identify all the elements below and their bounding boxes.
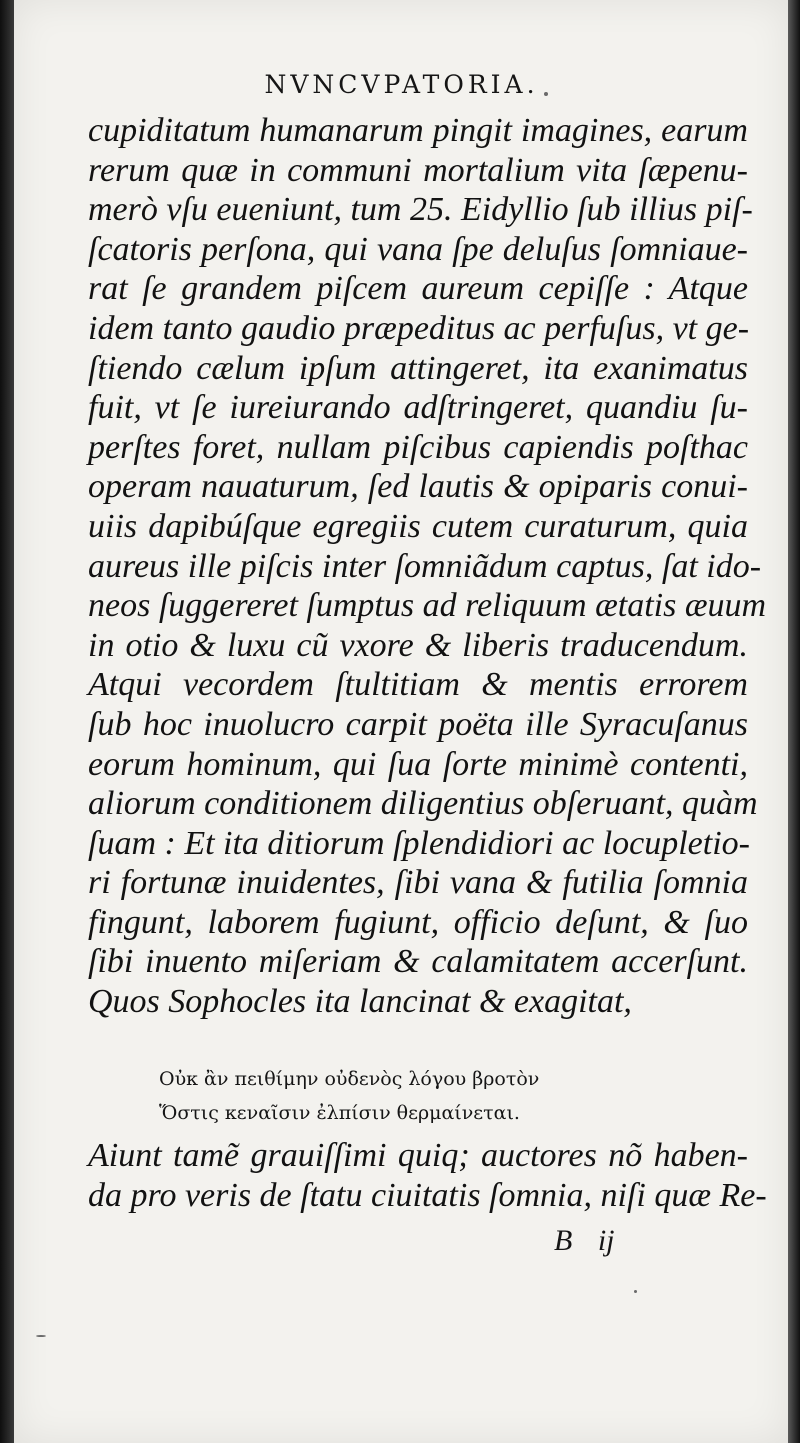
right-page-edge bbox=[788, 0, 800, 1443]
text-line: operam nauaturum, ſed lautis & opiparis conui- bbox=[88, 468, 748, 506]
text-line: Atqui vecordem ſtultitiam & mentis errorem bbox=[88, 666, 748, 704]
paper-speck bbox=[634, 1290, 637, 1293]
greek-quote-line-2: Ὅστις κεναῖσιν ἐλπίσιν θερμαίνεται. bbox=[159, 1102, 520, 1124]
text-line: idem tanto gaudio præpeditus ac perfuſus, vt ge- bbox=[88, 309, 750, 347]
text-line: uiis dapibúſque egregiis cutem curaturum, quia bbox=[88, 507, 748, 545]
paper-speck bbox=[36, 1335, 46, 1337]
signature-mark: B ij bbox=[554, 1224, 615, 1257]
text-line: ſub hoc inuolucro carpit poëta ille Syracuſanus bbox=[88, 705, 748, 743]
text-line: eorum hominum, qui ſua ſorte minimè contenti, bbox=[88, 745, 748, 783]
left-page-edge bbox=[0, 0, 14, 1443]
text-line: rat ſe grandem piſcem aureum cepiſſe : Atque bbox=[88, 270, 748, 308]
text-line: fingunt, laborem fugiunt, officio deſunt, & ſuo bbox=[88, 903, 748, 941]
text-line: cupiditatum humanarum pingit imagines, earum bbox=[88, 112, 748, 149]
text-line: da pro veris de ſtatu ciuitatis ſomnia, niſi quæ Re- bbox=[88, 1176, 767, 1214]
text-line: ſcatoris perſona, qui vana ſpe deluſus ſomniaue- bbox=[88, 230, 748, 268]
closing-text bbox=[88, 1136, 767, 1215]
text-line: ſuam : Et ita ditiorum ſplendidiori ac locupletio- bbox=[88, 824, 750, 862]
text-line: merò vſu eueniunt, tum 25. Eidyllio ſub illius piſ- bbox=[88, 191, 753, 229]
running-header: NVNCVPATORIA. bbox=[264, 70, 539, 99]
text-line: fuit, vt ſe iureiurando adſtringeret, quandiu ſu- bbox=[88, 389, 748, 427]
body-text bbox=[88, 111, 767, 1022]
text-line: Quos Sophocles ita lancinat & exagitat, bbox=[88, 983, 632, 1021]
text-line: Aiunt tamẽ grauiſſimi quiq; auctores nõ haben- bbox=[88, 1137, 748, 1174]
text-line: ſibi inuento miſeriam & calamitatem accerſunt. bbox=[88, 943, 748, 981]
text-line: aliorum conditionem diligentius obſeruant, quàm bbox=[88, 785, 758, 823]
paper-speck bbox=[544, 92, 548, 96]
text-line: aureus ille piſcis inter ſomniãdum captus, ſat ido- bbox=[88, 547, 762, 585]
text-line: ſtiendo cælum ipſum attingeret, ita exanimatus bbox=[88, 349, 748, 387]
text-line: ri fortunæ inuidentes, ſibi vana & futilia ſomnia bbox=[88, 864, 748, 902]
text-line: neos ſuggereret ſumptus ad reliquum ætatis æuum bbox=[88, 587, 767, 625]
text-line: in otio & luxu cũ vxore & liberis traducendum. bbox=[88, 626, 748, 664]
greek-quote-line-1: Οὐκ ἂν πειθίμην οὐδενὸς λόγου βροτὸν bbox=[159, 1068, 540, 1090]
text-line: rerum quæ in communi mortalium vita ſæpenu- bbox=[88, 151, 748, 189]
text-line: perſtes foret, nullam piſcibus capiendis poſthac bbox=[88, 428, 748, 466]
book-page bbox=[14, 0, 789, 1443]
